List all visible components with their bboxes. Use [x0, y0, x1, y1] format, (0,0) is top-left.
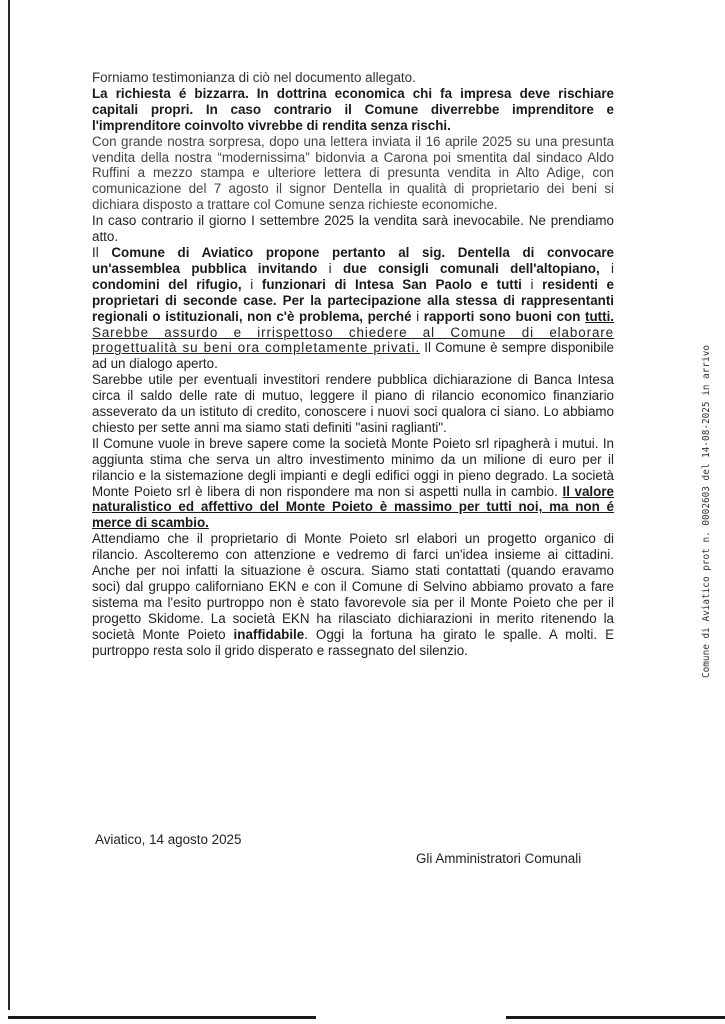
- underlined-span: Sarebbe assurdo e irrispettoso chiedere al Comune di elaborare progettualità su beni ora completamente privati.: [92, 324, 614, 356]
- underlined-bold-span: tutti.: [585, 308, 615, 324]
- paragraph-investitori: Sarebbe utile per eventuali investitori rendere pubblica dichiarazione di Banca Intesa circa il saldo delle rate di mutuo, leggere il piano di rilancio economico finanziario asseverato da un istituto di credito, conoscere i nuovi soci qualora ci siano. Lo abbiamo chiesto per sette anni ma siamo stati definiti "asini raglianti".: [92, 372, 614, 435]
- paragraph-proposta: [92, 245, 614, 372]
- text-span: Il Comune vuole in breve sapere come la società Monte Poieto srl ripagherà i mutui. In aggiunta stima che serva un altro investimento minimo da un milione di euro per il rilancio e la sistemazione degli impianti e degli edifici oggi in pieno degrado. La società Monte Poieto srl è libera di non rispondere ma non si aspetti nulla in cambio.: [92, 435, 614, 499]
- signature-line: Gli Amministratori Comunali: [416, 851, 582, 866]
- text-span: i: [317, 260, 343, 276]
- paragraph-bizzarra: La richiesta é bizzarra. In dottrina economica chi fa impresa deve rischiare capitali propri. In caso contrario il Comune diverrebbe imprenditore e l'imprenditore coinvolto vivrebbe di rendita senza rischi.: [92, 85, 614, 133]
- bold-span: residenti e proprietari di seconde case. Per la partecipazione alla stessa di rappresentanti regionali o istituzionali, non c'è problema, perché: [92, 276, 615, 324]
- text-span: i: [521, 276, 543, 292]
- bold-span: inaffidabile: [233, 626, 305, 642]
- bold-span: Comune di Aviatico propone pertanto al sig. Dentella di convocare un'assemblea pubblica invitando: [92, 244, 614, 276]
- protocol-stamp: Comune di Aviatico prot n. 0002603 del 14-08-2025 in arrivo: [701, 344, 712, 678]
- paragraph-sorpresa: Con grande nostra sorpresa, dopo una lettera inviata il 16 aprile 2025 su una presunta vendita della nostra “modernissima” bidonvia a Carona poi smentita dal sindaco Aldo Ruffini a mezzo stampa e ulteriore lettera di presunta vendita in Alto Adige, con comunicazione del 7 agosto il signor Dentella in qualità di proprietario dei beni si dichiara disposto a trattare col Comune senza richieste economiche.: [92, 133, 614, 213]
- paragraph-vendita: In caso contrario il giorno I settembre 2025 la vendita sarà inevocabile. Ne prendiamo atto.: [92, 213, 614, 245]
- paragraph-rilancio: [92, 531, 614, 658]
- bold-span: due consigli comunali dell'altopiano,: [342, 260, 600, 276]
- text-span: . Oggi la fortuna ha girato le spalle. A molti. E purtroppo resta solo il grido disperato e rassegnato del silenzio.: [92, 626, 614, 658]
- scan-edge-bar-right: [506, 1016, 725, 1019]
- text-span: Attendiamo che il proprietario di Monte Poieto srl elabori un progetto organico di rilancio. Ascolteremo con attenzione e vedremo di farci un'idea insieme ai cittadini. Anche per noi infatti la situazione è oscura. Siamo stati contattati (quando eravamo soci) dal gruppo californiano EKN e con il Comune di Selvino abbiamo provato a fare sistema ma l'esito purtroppo non è stato favorevole sia per il Monte Poieto che per il progetto Skidome. La società EKN ha rilasciato dichiarazioni in merito ritenendo la società Monte Poieto: [92, 531, 614, 642]
- text-span: Il: [92, 244, 112, 260]
- paragraph-mutui: [92, 436, 614, 531]
- bold-span: rapporti sono buoni con: [423, 308, 586, 324]
- scan-edge-bar-left: [8, 1016, 316, 1019]
- scan-edge-line: [8, 0, 10, 1010]
- underlined-bold-span: Il valore naturalistico ed affettivo del Monte Poieto è massimo per tutti noi, ma non é merce di scambio.: [92, 483, 614, 531]
- date-line: Aviatico, 14 agosto 2025: [95, 832, 242, 847]
- text-span: i: [599, 260, 614, 276]
- text-span: i: [241, 276, 262, 292]
- text-span: i: [411, 308, 424, 324]
- text-span: Il Comune è sempre disponibile ad un dialogo aperto.: [92, 340, 614, 372]
- bold-span: funzionari di Intesa San Paolo e tutti: [261, 276, 522, 292]
- letter-body: [92, 70, 614, 659]
- intro-paragraph: Forniamo testimonianza di ciò nel documento allegato.: [92, 70, 416, 85]
- bold-span: condomini del rifugio,: [92, 276, 242, 292]
